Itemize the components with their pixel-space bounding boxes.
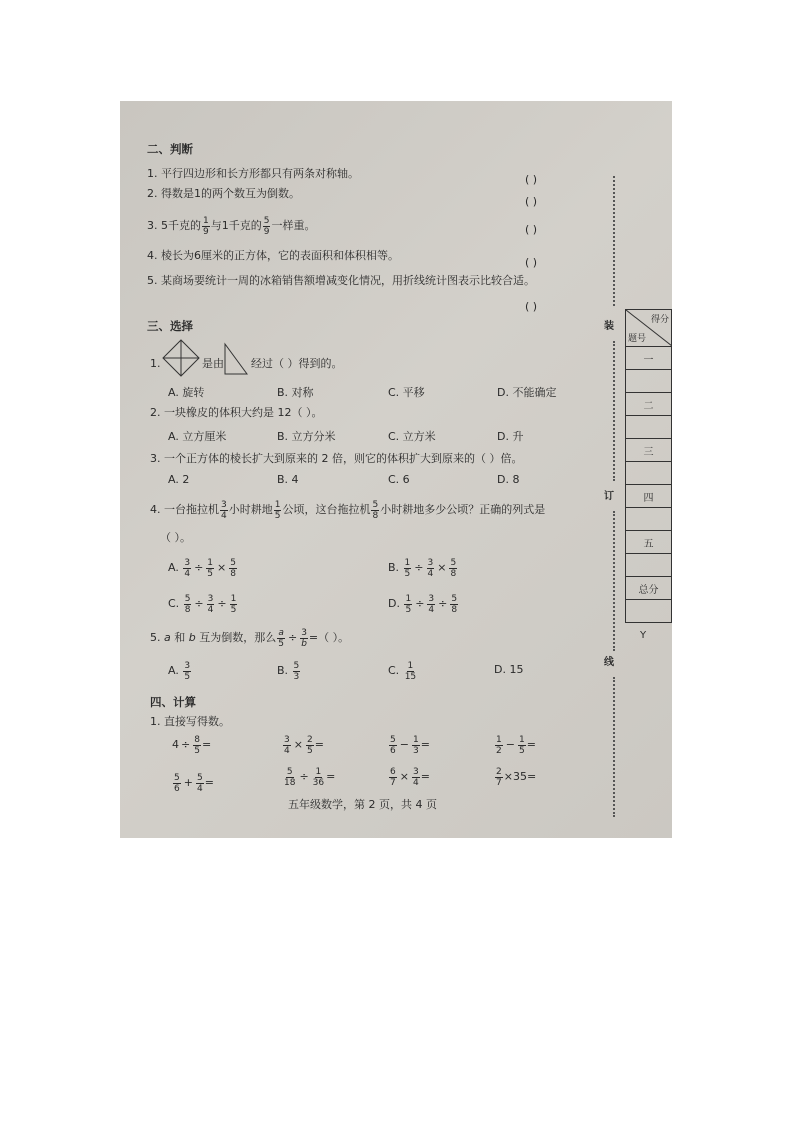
- choice-q3-option-b[interactable]: B. 4: [277, 473, 299, 486]
- choice-q4-option-b[interactable]: B. $\frac{1}{5}$ ÷ $\frac{3}{4}$ × $\frac{5}{8}$: [388, 557, 457, 579]
- binding-dotted-line: [613, 176, 615, 306]
- choice-q1-option-b[interactable]: B. 对称: [277, 386, 314, 399]
- judge-answer-2[interactable]: ( ): [525, 195, 538, 208]
- judge-item-2: 2. 得数是1的两个数互为倒数。: [147, 187, 300, 200]
- calc-r1-c2: $\frac{3}{4}$ × $\frac{2}{5}$ =: [284, 734, 324, 756]
- choice-q2-option-c[interactable]: C. 立方米: [388, 430, 436, 443]
- choice-q1-mid: 是由: [202, 357, 224, 370]
- choice-q5-text: 5. a 和 b 互为倒数，那么 $\frac{a}{5}$ ÷ $\frac{3}{b}$ =（ ）。: [150, 627, 350, 649]
- binding-label-ding: 订: [604, 491, 614, 502]
- judge-answer-4[interactable]: ( ): [525, 256, 538, 269]
- fraction: $\frac{1}{5}$: [274, 499, 281, 521]
- choice-q4-option-c[interactable]: C. $\frac{5}{8}$ ÷ $\frac{3}{4}$ ÷ $\frac{1}{5}$: [168, 593, 237, 615]
- judge-item-4: 4. 棱长为6厘米的正方体，它的表面积和体积相等。: [147, 249, 399, 262]
- section4-title: 四、计算: [150, 695, 196, 709]
- section2-title: 二、判断: [147, 142, 193, 156]
- section4-subtitle: 1. 直接写得数。: [150, 715, 230, 728]
- header-question-number: 题号: [628, 334, 647, 344]
- choice-q2-option-d[interactable]: D. 升: [497, 430, 524, 443]
- binding-dotted-line: [613, 511, 615, 651]
- judge-item-5: 5. 某商场要统计一周的冰箱销售额增减变化情况，用折线统计图表示比较合适。: [147, 274, 535, 287]
- choice-q2-option-a[interactable]: A. 立方厘米: [168, 430, 227, 443]
- score-table-header: [626, 310, 672, 347]
- rhombus-figure: [160, 337, 202, 379]
- binding-dotted-line: [613, 677, 615, 817]
- score-label-2: 二: [626, 393, 672, 416]
- score-cell-5[interactable]: [626, 554, 672, 577]
- score-table: [625, 309, 672, 623]
- fraction: $\frac{5}{8}$: [372, 499, 379, 521]
- header-score: 得分: [650, 315, 669, 325]
- score-label-3: 三: [626, 439, 672, 462]
- choice-q5-option-a[interactable]: A. $\frac{3}{5}$: [168, 660, 191, 682]
- choice-q1-option-a[interactable]: A. 旋转: [168, 386, 205, 399]
- section3-title: 三、选择: [147, 319, 193, 333]
- judge-answer-5[interactable]: ( ): [525, 300, 538, 313]
- score-cell-2[interactable]: [626, 416, 672, 439]
- score-label-1: 一: [626, 347, 672, 370]
- choice-q4-text: 4. 一台拖拉机 $\frac{3}{4}$ 小时耕地 $\frac{1}{5}$ 公顷，这台拖拉机 $\frac{5}{8}$ 小时耕地多少公顷？正确的列式是: [150, 499, 546, 521]
- judge-answer-3[interactable]: ( ): [525, 223, 538, 236]
- choice-q3-option-a[interactable]: A. 2: [168, 473, 190, 486]
- choice-q4-option-a[interactable]: A. $\frac{3}{4}$ ÷ $\frac{1}{5}$ × $\frac{5}{8}$: [168, 557, 236, 579]
- choice-q5-option-b[interactable]: B. $\frac{5}{3}$: [277, 660, 300, 682]
- binding-dotted-line: [613, 341, 615, 481]
- choice-q1-option-d[interactable]: D. 不能确定: [497, 386, 557, 399]
- choice-q1-num: 1.: [150, 357, 161, 370]
- calc-r2-c3: $\frac{6}{7}$ × $\frac{3}{4}$ =: [390, 766, 430, 788]
- fraction: $\frac{3}{4}$: [221, 499, 227, 521]
- page-footer: 五年级数学，第 2 页，共 4 页: [288, 798, 437, 811]
- calc-r2-c1: $\frac{5}{6}$ + $\frac{5}{4}$ =: [174, 772, 214, 794]
- fraction: $\frac{1}{9}$: [203, 215, 209, 237]
- choice-q2-option-b[interactable]: B. 立方分米: [277, 430, 336, 443]
- score-cell-1[interactable]: [626, 370, 672, 393]
- judge-item-3: 3. 5千克的 $\frac{1}{9}$ 与1千克的 $\frac{5}{9}$ 一样重。: [147, 215, 316, 237]
- binding-label-zhuang: 装: [604, 321, 614, 332]
- choice-q1-text: 经过（ ）得到的。: [251, 357, 343, 370]
- choice-q4-line2: （ ）。: [160, 531, 191, 544]
- choice-q5-option-c[interactable]: C. $\frac{1}{15}$: [388, 660, 417, 682]
- choice-q4-option-d[interactable]: D. $\frac{1}{5}$ ÷ $\frac{3}{4}$ ÷ $\frac{5}{8}$: [388, 593, 458, 615]
- score-cell-total[interactable]: [626, 600, 672, 623]
- table-below-mark: Y: [640, 630, 647, 641]
- calc-r2-c4: $\frac{2}{7}$ ×35=: [496, 766, 537, 788]
- choice-q2-text: 2. 一块橡皮的体积大约是 12（ ）。: [150, 406, 323, 419]
- score-cell-3[interactable]: [626, 462, 672, 485]
- exam-sheet: [120, 101, 672, 838]
- triangle-figure: [223, 342, 249, 376]
- judge-item-1: 1. 平行四边形和长方形都只有两条对称轴。: [147, 167, 359, 180]
- choice-q3-option-c[interactable]: C. 6: [388, 473, 410, 486]
- calc-r1-c1: 4 ÷ $\frac{8}{5}$ =: [172, 734, 212, 756]
- score-cell-4[interactable]: [626, 508, 672, 531]
- fraction: $\frac{5}{9}$: [263, 215, 270, 237]
- choice-q5-option-d[interactable]: D. 15: [494, 663, 524, 676]
- calc-r1-c4: $\frac{1}{2}$ − $\frac{1}{5}$ =: [496, 734, 536, 756]
- judge-answer-1[interactable]: ( ): [525, 173, 538, 186]
- calc-r2-c2: $\frac{5}{18}$ ÷ $\frac{1}{36}$ =: [284, 766, 336, 788]
- choice-q3-text: 3. 一个正方体的棱长扩大到原来的 2 倍，则它的体积扩大到原来的（ ）倍。: [150, 452, 523, 465]
- choice-q3-option-d[interactable]: D. 8: [497, 473, 520, 486]
- score-label-4: 四: [626, 485, 672, 508]
- calc-r1-c3: $\frac{5}{6}$ − $\frac{1}{3}$ =: [390, 734, 430, 756]
- binding-label-xian: 线: [604, 657, 614, 668]
- score-label-5: 五: [626, 531, 672, 554]
- score-label-total: 总分: [626, 577, 672, 600]
- choice-q1-option-c[interactable]: C. 平移: [388, 386, 425, 399]
